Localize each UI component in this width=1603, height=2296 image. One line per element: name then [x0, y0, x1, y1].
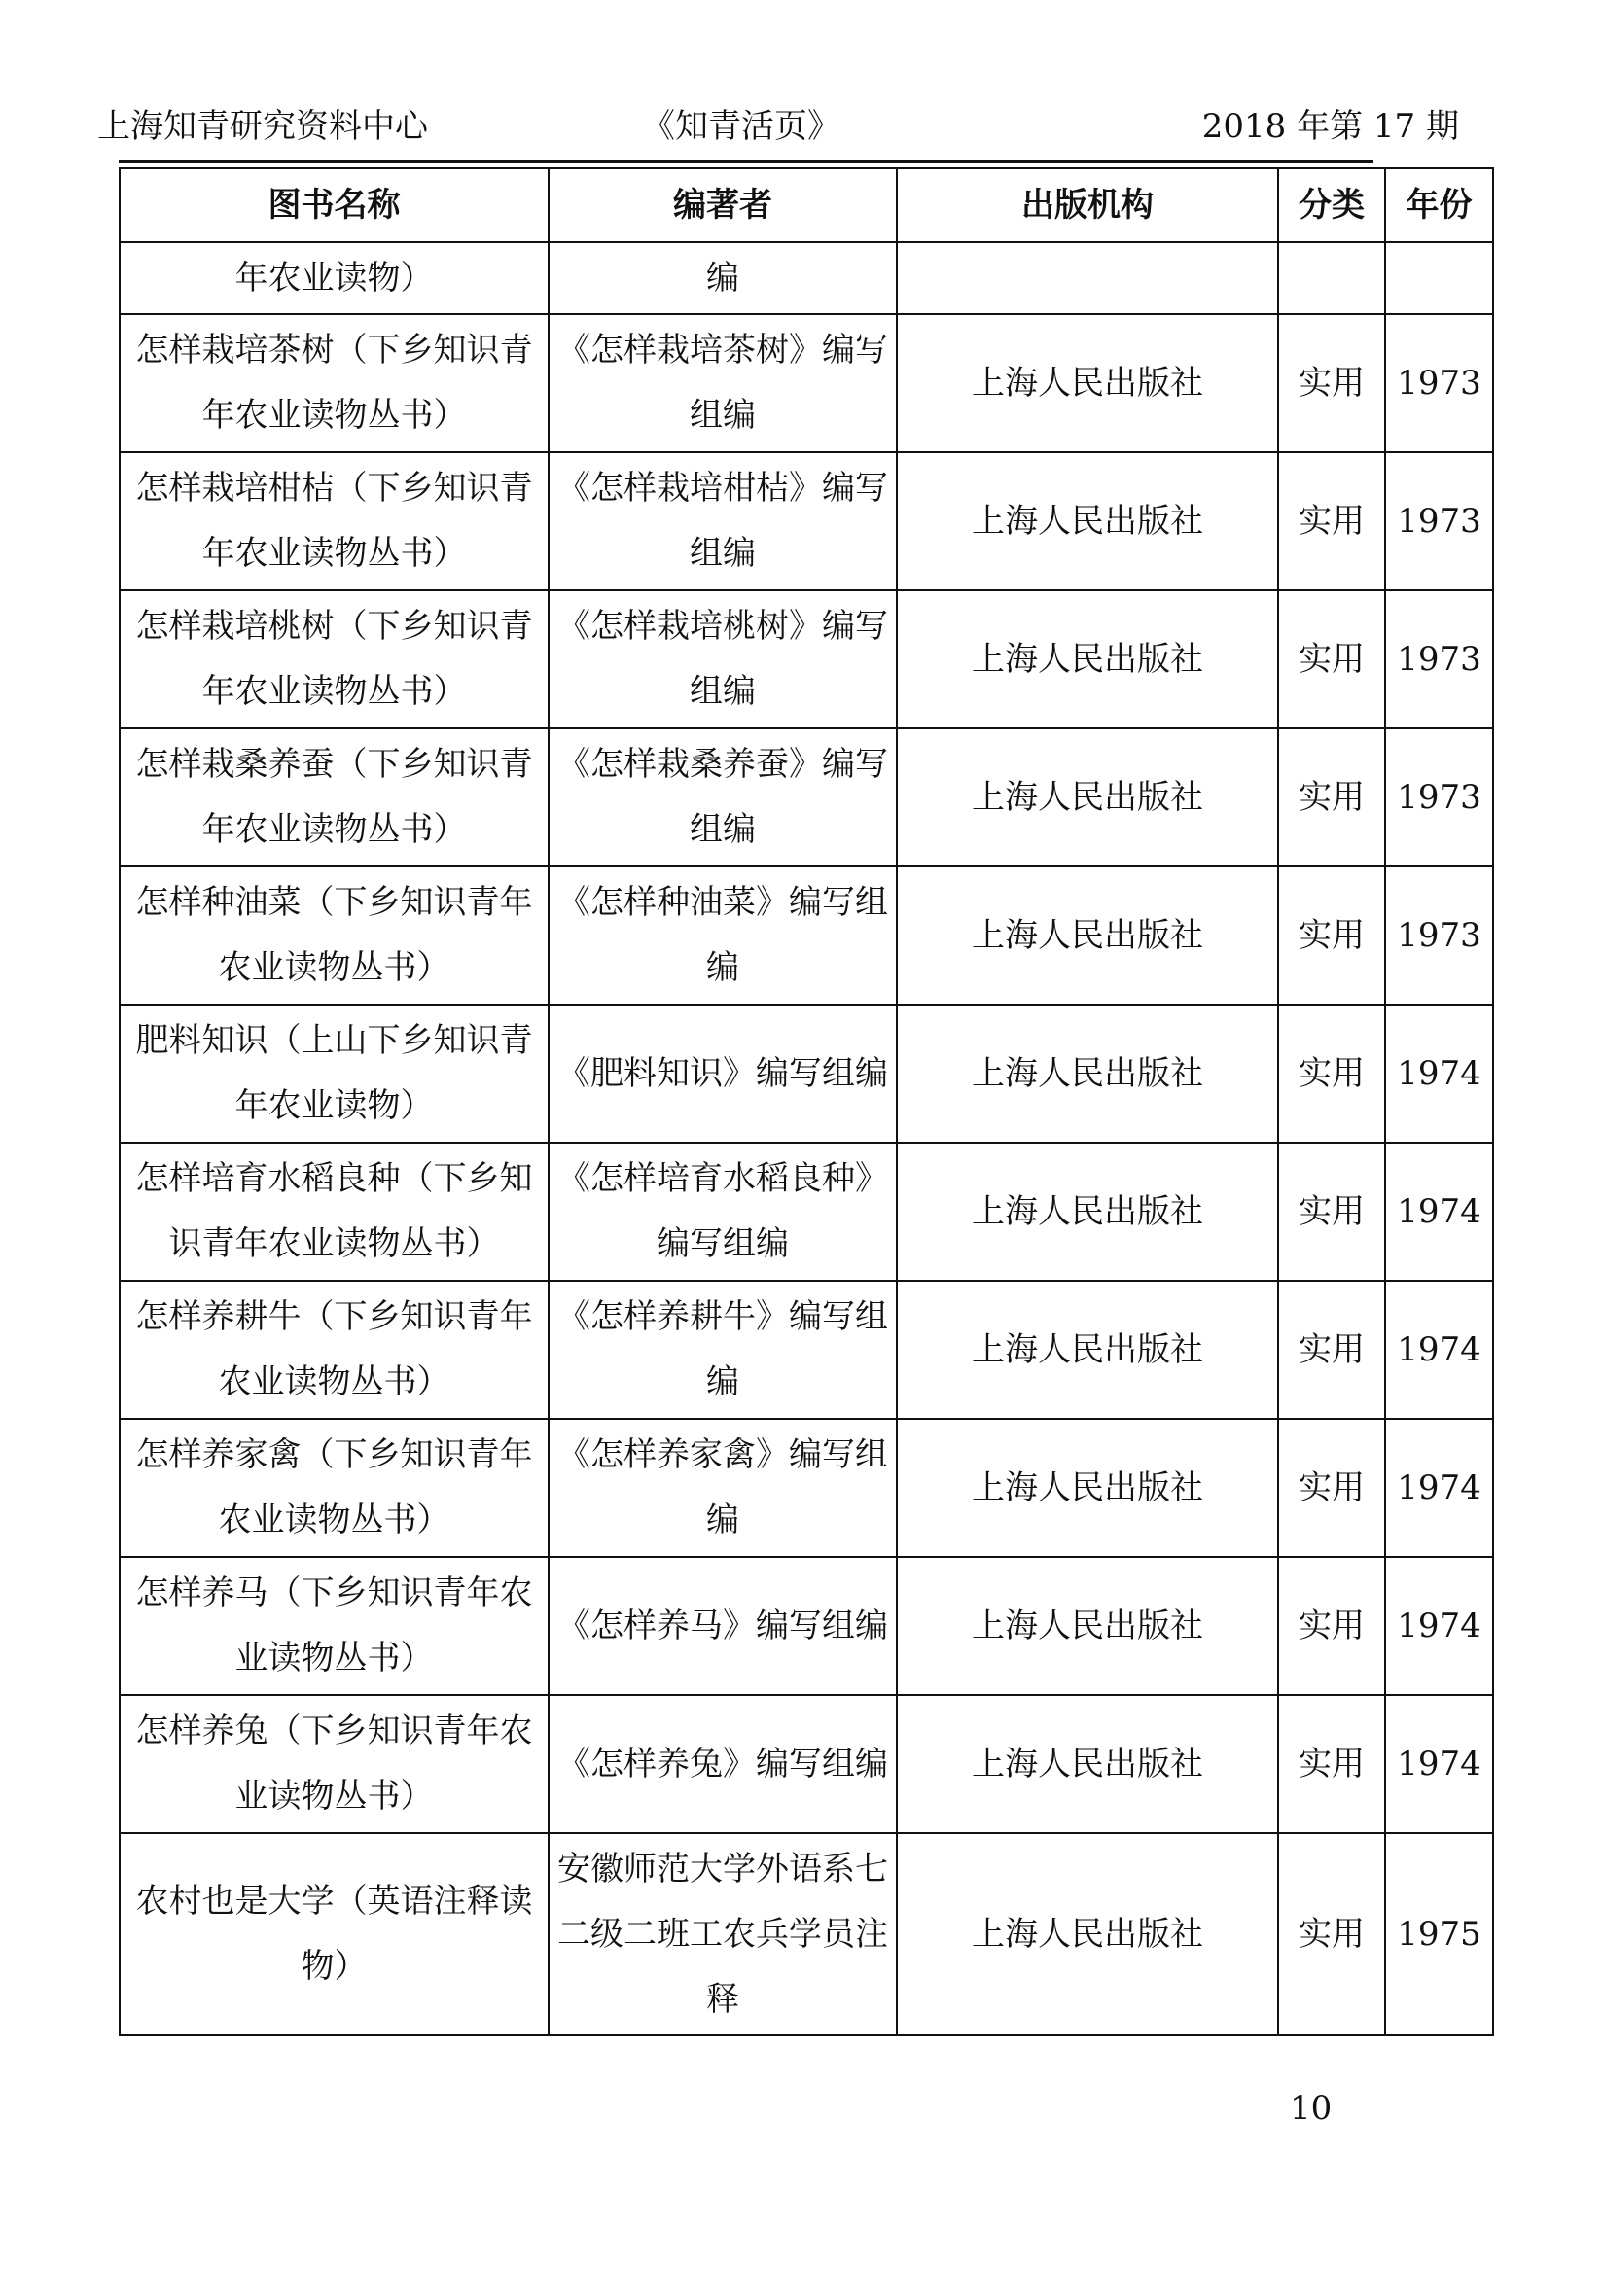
- cell-year: 1973: [1385, 590, 1493, 728]
- table-row: [120, 1695, 1493, 1833]
- table-body: [120, 242, 1493, 2035]
- cell-year: 1973: [1385, 314, 1493, 452]
- cell-publisher: 上海人民出版社: [897, 1833, 1278, 2035]
- cell-author: 《怎样养家禽》编写组编: [549, 1419, 897, 1557]
- cell-author: 《怎样栽培桃树》编写组编: [549, 590, 897, 728]
- table-row: [120, 1557, 1493, 1695]
- cell-author: 《怎样种油菜》编写组编: [549, 866, 897, 1005]
- table-row: [120, 590, 1493, 728]
- cell-author: 《怎样养兔》编写组编: [549, 1695, 897, 1833]
- cell-year: 1974: [1385, 1419, 1493, 1557]
- cell-title: 怎样栽培柑桔（下乡知识青年农业读物丛书）: [120, 452, 549, 590]
- cell-publisher: 上海人民出版社: [897, 1143, 1278, 1281]
- cell-category: 实用: [1278, 1419, 1385, 1557]
- cell-author: 编: [549, 242, 897, 314]
- cell-category: 实用: [1278, 866, 1385, 1005]
- table-row: [120, 728, 1493, 866]
- header-organization: 上海知青研究资料中心: [97, 107, 428, 146]
- cell-title: 农村也是大学（英语注释读物）: [120, 1833, 549, 2035]
- cell-publisher: 上海人民出版社: [897, 1557, 1278, 1695]
- cell-title: 怎样养兔（下乡知识青年农业读物丛书）: [120, 1695, 549, 1833]
- cell-category: 实用: [1278, 1833, 1385, 2035]
- cell-title: 怎样养耕牛（下乡知识青年农业读物丛书）: [120, 1281, 549, 1419]
- cell-author: 《怎样栽培柑桔》编写组编: [549, 452, 897, 590]
- table-row: [120, 314, 1493, 452]
- cell-category: 实用: [1278, 1005, 1385, 1143]
- cell-year: [1385, 242, 1493, 314]
- table-row: [120, 242, 1493, 314]
- cell-publisher: 上海人民出版社: [897, 728, 1278, 866]
- table-row: [120, 1833, 1493, 2035]
- page-header: [97, 97, 1459, 156]
- table-row: [120, 452, 1493, 590]
- header-divider: [119, 160, 1373, 163]
- cell-year: 1974: [1385, 1557, 1493, 1695]
- table-row: [120, 1281, 1493, 1419]
- cell-category: 实用: [1278, 1557, 1385, 1695]
- page-number: 10: [1290, 2089, 1333, 2128]
- column-header-publisher: 出版机构: [897, 168, 1278, 242]
- table-row: [120, 866, 1493, 1005]
- cell-year: 1975: [1385, 1833, 1493, 2035]
- cell-category: 实用: [1278, 452, 1385, 590]
- cell-publisher: 上海人民出版社: [897, 1695, 1278, 1833]
- cell-year: 1974: [1385, 1695, 1493, 1833]
- book-table: [119, 167, 1494, 2036]
- cell-title: 怎样种油菜（下乡知识青年农业读物丛书）: [120, 866, 549, 1005]
- cell-author: 《怎样培育水稻良种》编写组编: [549, 1143, 897, 1281]
- cell-author: 《怎样养耕牛》编写组编: [549, 1281, 897, 1419]
- cell-category: 实用: [1278, 728, 1385, 866]
- table-row: [120, 1419, 1493, 1557]
- cell-title: 怎样养马（下乡知识青年农业读物丛书）: [120, 1557, 549, 1695]
- cell-author: 安徽师范大学外语系七二级二班工农兵学员注释: [549, 1833, 897, 2035]
- header-publication: 《知青活页》: [642, 107, 840, 146]
- cell-year: 1974: [1385, 1005, 1493, 1143]
- header-issue: 2018 年第 17 期: [1201, 107, 1459, 146]
- cell-publisher: 上海人民出版社: [897, 1281, 1278, 1419]
- cell-category: 实用: [1278, 314, 1385, 452]
- cell-title: 怎样栽培茶树（下乡知识青年农业读物丛书）: [120, 314, 549, 452]
- table-header-row: [120, 168, 1493, 242]
- cell-category: 实用: [1278, 1281, 1385, 1419]
- cell-author: 《肥料知识》编写组编: [549, 1005, 897, 1143]
- table-row: [120, 1005, 1493, 1143]
- cell-title: 怎样养家禽（下乡知识青年农业读物丛书）: [120, 1419, 549, 1557]
- column-header-author: 编著者: [549, 168, 897, 242]
- table-row: [120, 1143, 1493, 1281]
- cell-category: 实用: [1278, 1695, 1385, 1833]
- cell-category: 实用: [1278, 590, 1385, 728]
- column-header-category: 分类: [1278, 168, 1385, 242]
- cell-author: 《怎样栽培茶树》编写组编: [549, 314, 897, 452]
- cell-title: 怎样培育水稻良种（下乡知识青年农业读物丛书）: [120, 1143, 549, 1281]
- cell-author: 《怎样养马》编写组编: [549, 1557, 897, 1695]
- cell-publisher: 上海人民出版社: [897, 314, 1278, 452]
- cell-title: 年农业读物）: [120, 242, 549, 314]
- cell-title: 肥料知识（上山下乡知识青年农业读物）: [120, 1005, 549, 1143]
- cell-category: 实用: [1278, 1143, 1385, 1281]
- cell-year: 1974: [1385, 1143, 1493, 1281]
- cell-year: 1973: [1385, 866, 1493, 1005]
- cell-publisher: 上海人民出版社: [897, 590, 1278, 728]
- column-header-title: 图书名称: [120, 168, 549, 242]
- cell-publisher: 上海人民出版社: [897, 1005, 1278, 1143]
- cell-year: 1974: [1385, 1281, 1493, 1419]
- cell-year: 1973: [1385, 452, 1493, 590]
- cell-category: [1278, 242, 1385, 314]
- cell-title: 怎样栽培桃树（下乡知识青年农业读物丛书）: [120, 590, 549, 728]
- cell-publisher: [897, 242, 1278, 314]
- cell-title: 怎样栽桑养蚕（下乡知识青年农业读物丛书）: [120, 728, 549, 866]
- cell-publisher: 上海人民出版社: [897, 1419, 1278, 1557]
- column-header-year: 年份: [1385, 168, 1493, 242]
- cell-publisher: 上海人民出版社: [897, 866, 1278, 1005]
- cell-year: 1973: [1385, 728, 1493, 866]
- cell-author: 《怎样栽桑养蚕》编写组编: [549, 728, 897, 866]
- cell-publisher: 上海人民出版社: [897, 452, 1278, 590]
